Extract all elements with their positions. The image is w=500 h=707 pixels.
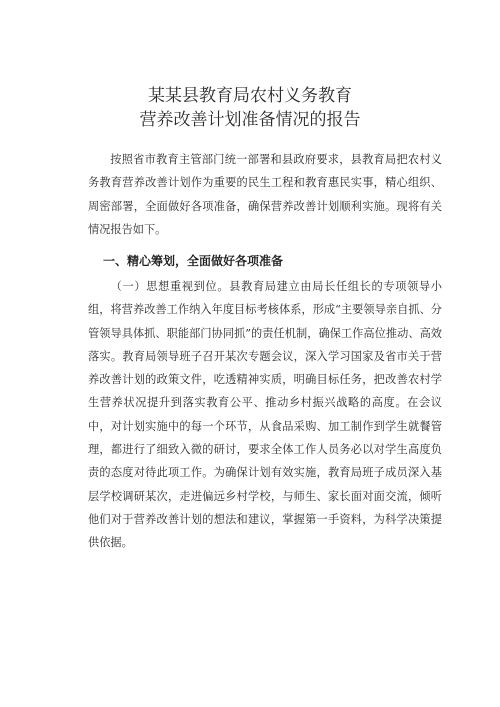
document-title-line-2: 营养改善计划准备情况的报告 xyxy=(139,110,361,130)
section-paragraph xyxy=(88,275,442,555)
intro-paragraph-text: 按照省市教育主管部门统一部署和县政府要求，县教育局把农村义务教育营养改善计划作为重要的民生工程和教育惠民实事，精心组织、周密部署，全面做好各项准备，确保营养改善计划顺利实施。现将有关情况报告如下。 xyxy=(88,153,442,236)
intro-paragraph xyxy=(88,148,442,241)
section-paragraph-text: （一）思想重视到位。县教育局建立由局长任组长的专项领导小组，将营养改善工作纳入年度目标考核体系，形成“主要领导亲自抓、分管领导具体抓、职能部门协同抓”的责任机制，确保工作高位推动、高效落实。教育局领导班子召开某次专题会议，深入学习国家及省市关于营养改善计划的政策文件，吃透精神实质，明确目标任务，把改善农村学生营养状况提升到落实教育公平、推动乡村振兴战略的高度。在会议中，对计划实施中的每一个环节，从食品采购、加工制作到学生就餐管理，都进行了细致入微的研讨，要求全体工作人员务必以对学生高度负责的态度对待此项工作。为确保计划有效实施，教育局班子成员深入基层学校调研某次，走进偏远乡村学校，与师生、家长面对面交流，倾听他们对于营养改善计划的想法和建议，掌握第一手资料，为科学决策提供依据。 xyxy=(88,280,442,550)
section-heading: 一、精心筹划，全面做好各项准备 xyxy=(103,254,284,268)
document-title-line-1: 某某县教育局农村义务教育 xyxy=(148,86,352,106)
